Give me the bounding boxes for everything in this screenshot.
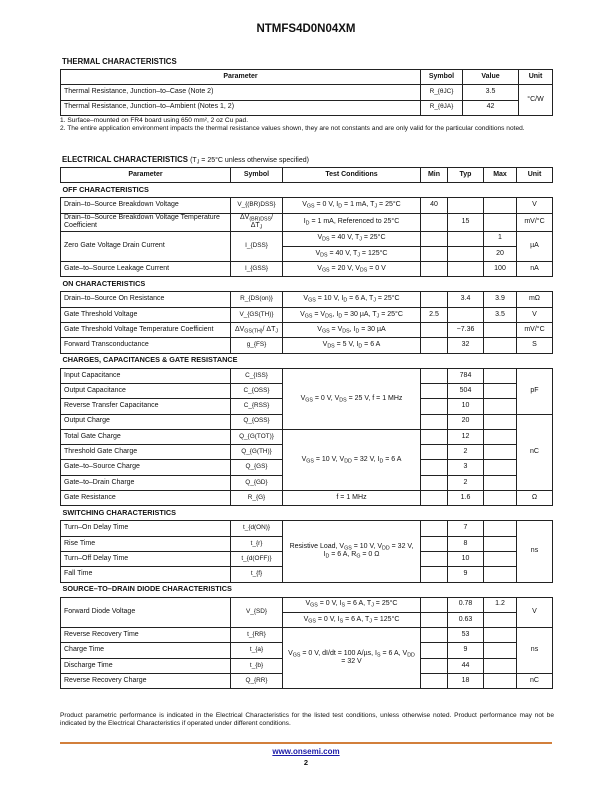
cond-cell: $V_{GS} = V_{DS}$, $I_D = 30$ µA [283, 323, 421, 338]
unit-cell: mΩ [517, 292, 553, 307]
typ-cell: 20 [448, 414, 484, 429]
note-2: 2. The entire application environment impacts the thermal resistance values shown, they are not constants and are only valid for the particular conditions noted. [60, 125, 525, 132]
max-cell: 3.5 [484, 307, 517, 322]
min-cell [421, 213, 448, 231]
footer-rule [60, 742, 552, 744]
section-title: OFF CHARACTERISTICS [61, 183, 553, 198]
param-cell: Charge Time [61, 643, 231, 658]
page-number: 2 [303, 758, 309, 767]
symbol-cell: R_{DS(on)} [231, 292, 283, 307]
min-cell [421, 445, 448, 460]
symbol-cell: I_{GSS} [231, 262, 283, 277]
param-cell: Turn–Off Delay Time [61, 551, 231, 566]
symbol-cell: R_{G} [231, 491, 283, 506]
max-cell [484, 628, 517, 643]
min-cell [421, 597, 448, 612]
column-header: Unit [519, 70, 553, 85]
param-cell: Thermal Resistance, Junction–to–Case (Note 2) [61, 85, 421, 100]
max-cell [484, 368, 517, 383]
symbol-cell: t_{a} [231, 643, 283, 658]
min-cell [421, 628, 448, 643]
unit-cell: nC [517, 414, 553, 490]
thermal-table [60, 69, 553, 116]
symbol-cell: t_{RR} [231, 628, 283, 643]
max-cell: 20 [484, 246, 517, 261]
note-1: 1. Surface–mounted on FR4 board using 650 mm², 2 oz Cu pad. [60, 117, 249, 124]
unit-cell: nC [517, 674, 553, 689]
typ-cell: 0.63 [448, 612, 484, 627]
min-cell [421, 323, 448, 338]
value-cell: 3.5 [463, 85, 519, 100]
typ-cell [448, 246, 484, 261]
unit-cell: mV/°C [517, 323, 553, 338]
disclaimer: Product parametric performance is indicated in the Electrical Characteristics for the listed test conditions, unless otherwise noted. Product performance may not be indicated by the Electrical Characteristics if operated under different conditions. [60, 712, 554, 728]
param-cell: Output Capacitance [61, 383, 231, 398]
electrical-heading-note: ($T_J = 25^\circ C$ unless otherwise specified) [190, 157, 309, 166]
typ-cell: 504 [448, 383, 484, 398]
unit-cell: V [517, 597, 553, 628]
max-cell [484, 643, 517, 658]
section-row [61, 353, 553, 368]
typ-cell: 12 [448, 429, 484, 444]
max-cell [484, 383, 517, 398]
cond-cell: $V_{GS} = 10$ V, $V_{DD} = 32$ V, $I_D = 6$ A [283, 429, 421, 490]
symbol-cell: V_{GS(TH)} [231, 307, 283, 322]
cond-cell: Resistive Load, $V_{GS} = 10$ V, $V_{DD} = 32$ V, $I_D = 6$ A, $R_G = 0$ Ω [283, 521, 421, 582]
param-cell: Forward Diode Voltage [61, 597, 231, 628]
min-cell: 40 [421, 198, 448, 213]
max-cell [484, 551, 517, 566]
symbol-cell: $\Delta V_{(BR)DSS}/$ $\Delta T_J$ [231, 213, 283, 231]
min-cell [421, 567, 448, 582]
max-cell: 1 [484, 231, 517, 246]
symbol-cell: Q_{GD} [231, 475, 283, 490]
cond-cell: $V_{DS} = 40$ V, $T_J = 125^\circ C$ [283, 246, 421, 261]
param-cell: Rise Time [61, 536, 231, 551]
unit-cell: ns [517, 521, 553, 582]
onsemi-link[interactable]: www.onsemi.com [272, 747, 340, 756]
typ-cell: 0.78 [448, 597, 484, 612]
symbol-cell: t_{f} [231, 567, 283, 582]
typ-cell: 2 [448, 445, 484, 460]
max-cell [484, 567, 517, 582]
param-cell: Gate–to–Source Leakage Current [61, 262, 231, 277]
column-header: Symbol [421, 70, 463, 85]
symbol-cell: V_{SD} [231, 597, 283, 628]
typ-cell: 44 [448, 658, 484, 673]
section-title: SWITCHING CHARACTERISTICS [61, 506, 553, 521]
param-cell: Turn–On Delay Time [61, 521, 231, 536]
min-cell: 2.5 [421, 307, 448, 322]
table-row [61, 231, 553, 246]
typ-cell: 2 [448, 475, 484, 490]
max-cell [484, 658, 517, 673]
max-cell [484, 521, 517, 536]
min-cell [421, 414, 448, 429]
table-row [61, 338, 553, 353]
cond-cell: $V_{GS} = 0$ V, $V_{DS} = 25$ V, f = 1 MHz [283, 368, 421, 429]
typ-cell: 3.4 [448, 292, 484, 307]
symbol-cell: Q_{OSS} [231, 414, 283, 429]
section-title: SOURCE–TO–DRAIN DIODE CHARACTERISTICS [61, 582, 553, 597]
min-cell [421, 262, 448, 277]
document-title: NTMFS4D0N04XM [256, 23, 356, 35]
table-row [61, 262, 553, 277]
section-row [61, 277, 553, 292]
typ-cell: 32 [448, 338, 484, 353]
column-header: Parameter [61, 168, 231, 183]
table-row [61, 491, 553, 506]
typ-cell: 9 [448, 567, 484, 582]
min-cell [421, 612, 448, 627]
thermal-notes [60, 117, 554, 133]
param-cell: Zero Gate Voltage Drain Current [61, 231, 231, 262]
min-cell [421, 429, 448, 444]
column-header: Max [484, 168, 517, 183]
section-title: CHARGES, CAPACITANCES & GATE RESISTANCE [61, 353, 553, 368]
cond-cell: $V_{GS} = 20$ V, $V_{DS} = 0$ V [283, 262, 421, 277]
typ-cell: −7.36 [448, 323, 484, 338]
param-cell: Gate Threshold Voltage Temperature Coefficient [61, 323, 231, 338]
param-cell: Gate Threshold Voltage [61, 307, 231, 322]
min-cell [421, 643, 448, 658]
unit-cell: V [517, 198, 553, 213]
min-cell [421, 338, 448, 353]
param-cell: Input Capacitance [61, 368, 231, 383]
max-cell [484, 491, 517, 506]
cond-cell: $V_{GS} = 10$ V, $I_D = 6$ A, $T_J = 25^\circ C$ [283, 292, 421, 307]
typ-cell: 8 [448, 536, 484, 551]
cond-cell: $I_D = 1$ mA, Referenced to 25°C [283, 213, 421, 231]
min-cell [421, 399, 448, 414]
column-header: Parameter [61, 70, 421, 85]
min-cell [421, 383, 448, 398]
typ-cell: 18 [448, 674, 484, 689]
min-cell [421, 292, 448, 307]
unit-cell: °C/W [519, 85, 553, 116]
min-cell [421, 368, 448, 383]
symbol-cell: g_{FS} [231, 338, 283, 353]
cond-cell: $V_{GS} = 0$ V, $I_S = 6$ A, $T_J = 25^\circ C$ [283, 597, 421, 612]
unit-cell: pF [517, 368, 553, 414]
symbol-cell: C_{RSS} [231, 399, 283, 414]
unit-cell: mV/°C [517, 213, 553, 231]
column-header: Symbol [231, 168, 283, 183]
symbol-cell: I_{DSS} [231, 231, 283, 262]
max-cell [484, 338, 517, 353]
param-cell: Gate–to–Source Charge [61, 460, 231, 475]
electrical-heading [62, 155, 309, 164]
symbol-cell: R_{θJC} [421, 85, 463, 100]
max-cell [484, 198, 517, 213]
table-header [61, 168, 553, 183]
max-cell [484, 674, 517, 689]
typ-cell: 15 [448, 213, 484, 231]
typ-cell [448, 307, 484, 322]
param-cell: Forward Transconductance [61, 338, 231, 353]
unit-cell: Ω [517, 491, 553, 506]
unit-cell: nA [517, 262, 553, 277]
min-cell [421, 551, 448, 566]
section-row [61, 582, 553, 597]
min-cell [421, 231, 448, 246]
table-row [61, 429, 553, 444]
electrical-heading-text: ELECTRICAL CHARACTERISTICS [62, 155, 188, 164]
max-cell: 1.2 [484, 597, 517, 612]
min-cell [421, 536, 448, 551]
table-header [61, 70, 553, 85]
min-cell [421, 658, 448, 673]
max-cell [484, 323, 517, 338]
param-cell: Fall Time [61, 567, 231, 582]
symbol-cell: t_{d(ON)} [231, 521, 283, 536]
table-row [61, 85, 553, 100]
unit-cell: S [517, 338, 553, 353]
param-cell: Drain–to–Source Breakdown Voltage [61, 198, 231, 213]
max-cell [484, 414, 517, 429]
symbol-cell: t_{b} [231, 658, 283, 673]
electrical-table [60, 167, 553, 689]
param-cell: Gate Resistance [61, 491, 231, 506]
section-row [61, 183, 553, 198]
typ-cell [448, 231, 484, 246]
max-cell [484, 445, 517, 460]
section-title: ON CHARACTERISTICS [61, 277, 553, 292]
table-row [61, 292, 553, 307]
typ-cell: 3 [448, 460, 484, 475]
typ-cell: 9 [448, 643, 484, 658]
param-cell: Drain–to–Source Breakdown Voltage Temperature Coefficient [61, 213, 231, 231]
typ-cell [448, 262, 484, 277]
cond-cell: $V_{GS} = V_{DS}$, $I_D = 30$ µA, $T_J = 25^\circ C$ [283, 307, 421, 322]
typ-cell: 784 [448, 368, 484, 383]
cond-cell: $V_{DS} = 5$ V, $I_D = 6$ A [283, 338, 421, 353]
symbol-cell: t_{r} [231, 536, 283, 551]
table-row [61, 323, 553, 338]
min-cell [421, 475, 448, 490]
column-header: Value [463, 70, 519, 85]
max-cell [484, 460, 517, 475]
param-cell: Total Gate Charge [61, 429, 231, 444]
max-cell [484, 475, 517, 490]
unit-cell: µA [517, 231, 553, 262]
table-row [61, 198, 553, 213]
min-cell [421, 246, 448, 261]
max-cell [484, 429, 517, 444]
min-cell [421, 460, 448, 475]
table-row [61, 521, 553, 536]
typ-cell: 10 [448, 551, 484, 566]
max-cell: 100 [484, 262, 517, 277]
table-row [61, 307, 553, 322]
param-cell: Discharge Time [61, 658, 231, 673]
table-row [61, 368, 553, 383]
table-row [61, 213, 553, 231]
symbol-cell: t_{d(OFF)} [231, 551, 283, 566]
symbol-cell: Q_{G(TOT)} [231, 429, 283, 444]
min-cell [421, 674, 448, 689]
max-cell [484, 612, 517, 627]
param-cell: Gate–to–Drain Charge [61, 475, 231, 490]
param-cell: Output Charge [61, 414, 231, 429]
min-cell [421, 491, 448, 506]
footer-link-wrap [0, 747, 612, 756]
column-header: Min [421, 168, 448, 183]
symbol-cell: Q_{RR} [231, 674, 283, 689]
cond-cell: $V_{DS} = 40$ V, $T_J = 25^\circ C$ [283, 231, 421, 246]
thermal-heading: THERMAL CHARACTERISTICS [62, 57, 177, 66]
param-cell: Reverse Recovery Charge [61, 674, 231, 689]
param-cell: Reverse Transfer Capacitance [61, 399, 231, 414]
symbol-cell: Q_{GS} [231, 460, 283, 475]
cond-cell: f = 1 MHz [283, 491, 421, 506]
param-cell: Thermal Resistance, Junction–to–Ambient (Notes 1, 2) [61, 100, 421, 115]
typ-cell: 7 [448, 521, 484, 536]
param-cell: Threshold Gate Charge [61, 445, 231, 460]
max-cell [484, 399, 517, 414]
max-cell [484, 536, 517, 551]
unit-cell: V [517, 307, 553, 322]
cond-cell: $V_{GS} = 0$ V, $I_S = 6$ A, $T_J = 125^\circ C$ [283, 612, 421, 627]
symbol-cell: C_{OSS} [231, 383, 283, 398]
column-header: Unit [517, 168, 553, 183]
max-cell [484, 213, 517, 231]
symbol-cell: R_{θJA} [421, 100, 463, 115]
unit-cell: ns [517, 628, 553, 674]
typ-cell [448, 198, 484, 213]
table-row [61, 628, 553, 643]
max-cell: 3.9 [484, 292, 517, 307]
column-header: Test Conditions [283, 168, 421, 183]
min-cell [421, 521, 448, 536]
symbol-cell: Q_{G(TH)} [231, 445, 283, 460]
typ-cell: 53 [448, 628, 484, 643]
symbol-cell: $\Delta V_{GS(TH)}/$ $\Delta T_J$ [231, 323, 283, 338]
section-row [61, 506, 553, 521]
cond-cell: $V_{GS} = 0$ V, $I_D = 1$ mA, $T_J = 25^\circ C$ [283, 198, 421, 213]
value-cell: 42 [463, 100, 519, 115]
symbol-cell: C_{ISS} [231, 368, 283, 383]
param-cell: Reverse Recovery Time [61, 628, 231, 643]
cond-cell: $V_{GS} = 0$ V, dI/dt = 100 A/µs, $I_S = 6$ A, $V_{DD} = 32$ V [283, 628, 421, 689]
column-header: Typ [448, 168, 484, 183]
typ-cell: 1.6 [448, 491, 484, 506]
typ-cell: 10 [448, 399, 484, 414]
param-cell: Drain–to–Source On Resistance [61, 292, 231, 307]
symbol-cell: V_{(BR)DSS} [231, 198, 283, 213]
table-row [61, 100, 553, 115]
table-row [61, 597, 553, 612]
